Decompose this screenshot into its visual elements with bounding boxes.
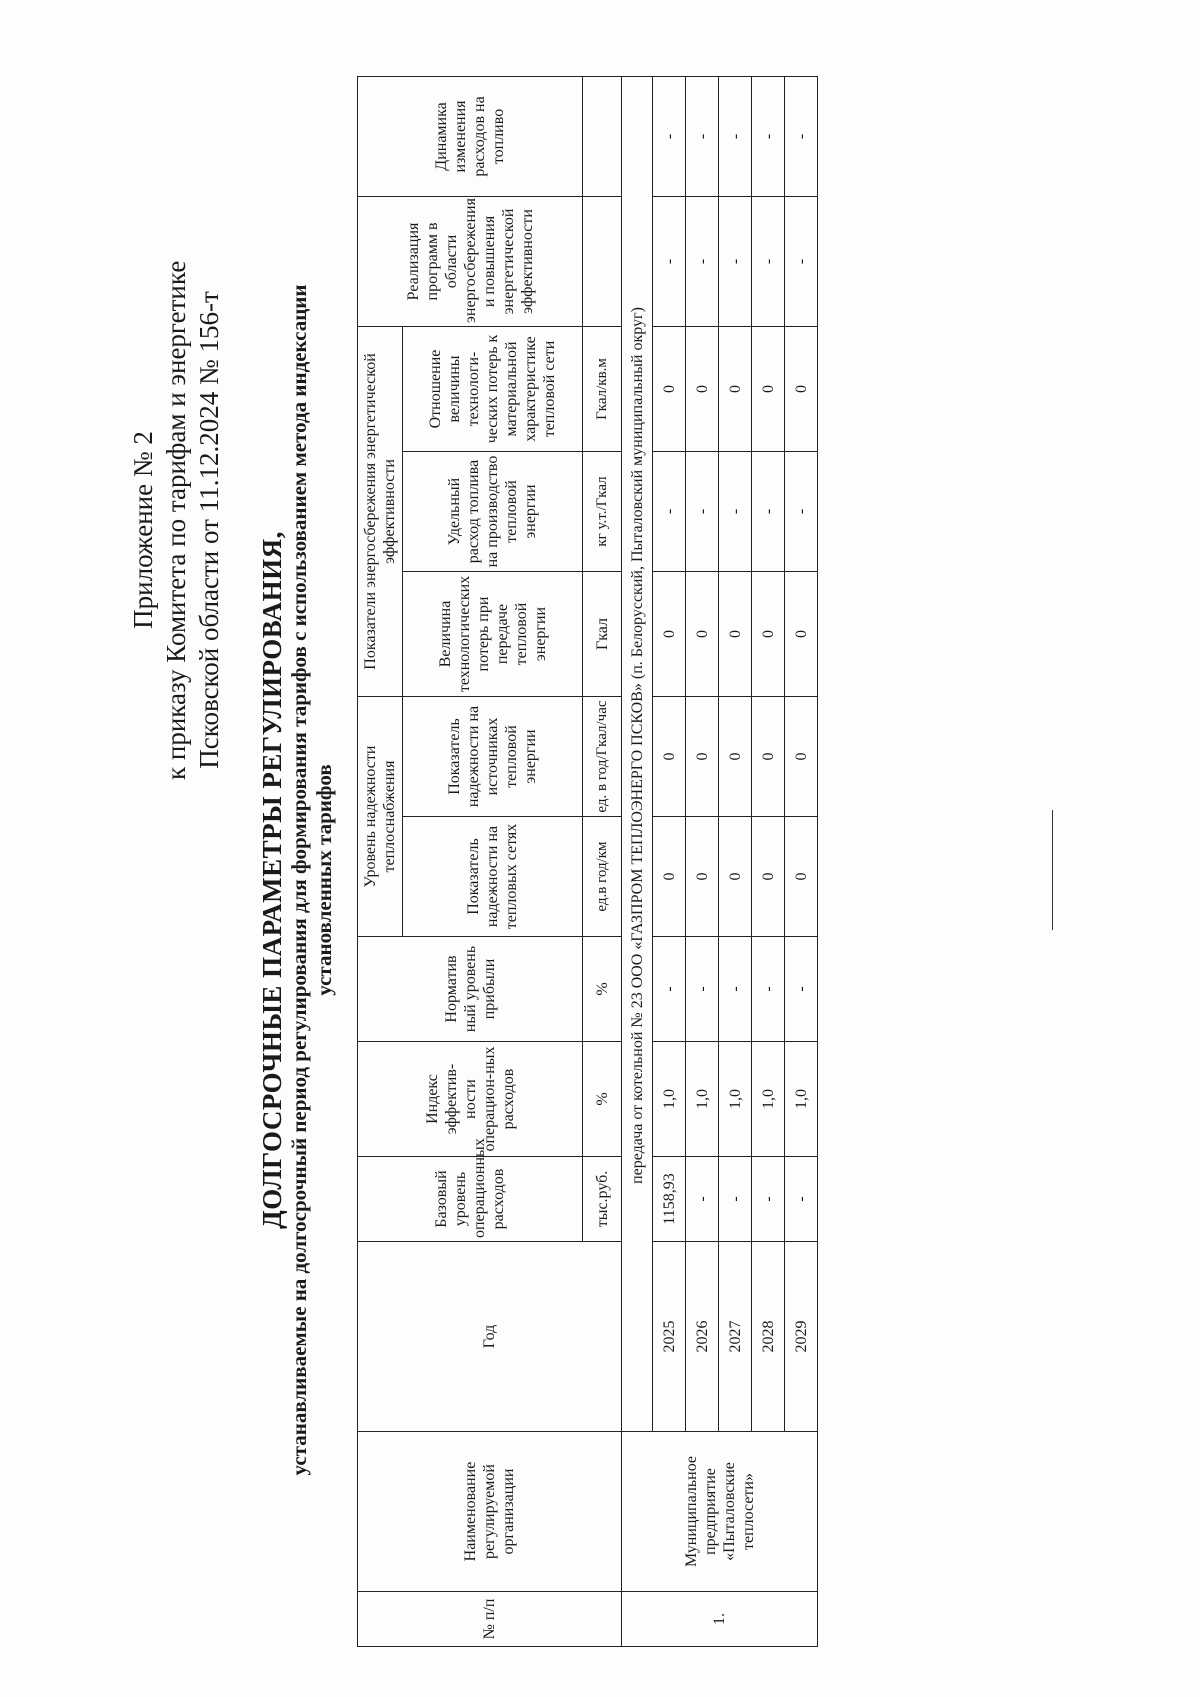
cell-efficiency-index: 1,0 <box>653 1042 686 1157</box>
cell-year: 2029 <box>785 1242 818 1432</box>
cell-fuel-dynamics: - <box>785 76 818 196</box>
unit-reliability-sources: ед. в год/Гкал/час <box>583 697 622 817</box>
cell-efficiency-index: 1,0 <box>686 1042 719 1157</box>
cell-reliability-sources: 0 <box>686 697 719 817</box>
cell-efficiency-index: 1,0 <box>719 1042 752 1157</box>
header-fuel-dynamics: Динамика изменения расходов на топливо <box>358 76 583 196</box>
cell-year: 2025 <box>653 1242 686 1432</box>
cell-profit-level: - <box>686 937 719 1042</box>
unit-efficiency-index: % <box>583 1042 622 1157</box>
cell-fuel-rate: - <box>719 452 752 572</box>
cell-loss-ratio: 0 <box>686 326 719 451</box>
cell-loss-ratio: 0 <box>752 326 785 451</box>
document-subtitle-line2: установленных тарифов <box>312 764 336 996</box>
header-reliability-group: Уровень надежности теплоснабжения <box>358 697 403 937</box>
header-org: Наименование регулируемой организации <box>358 1432 622 1592</box>
cell-programs: - <box>653 196 686 326</box>
document-subtitle-line1: устанавливаемые на долгосрочный период регулирования для формирования тарифов с использованием метода индексации <box>287 284 311 1476</box>
header-tech-losses: Величина технологических потерь при передаче тепловой энергии <box>403 572 583 697</box>
cell-programs: - <box>785 196 818 326</box>
cell-reliability-networks: 0 <box>719 817 752 937</box>
document-title-block <box>257 170 336 1590</box>
header-energy-group: Показатели энергосбережения энергетической эффективности <box>358 326 403 696</box>
parameters-table <box>357 76 818 1647</box>
cell-profit-level: - <box>752 937 785 1042</box>
document-sheet <box>62 70 1142 1690</box>
cell-year: 2028 <box>752 1242 785 1432</box>
header-programs: Реализация программ в области энергосбережения и повышения энергетической эффективности <box>358 196 583 326</box>
cell-tech-losses: 0 <box>653 572 686 697</box>
cell-year: 2027 <box>719 1242 752 1432</box>
cell-reliability-networks: 0 <box>686 817 719 937</box>
cell-base-opex: 1158,93 <box>653 1157 686 1242</box>
table-row <box>719 76 752 1646</box>
cell-reliability-sources: 0 <box>653 697 686 817</box>
cell-reliability-networks: 0 <box>653 817 686 937</box>
header-year: Год <box>358 1242 622 1432</box>
unit-fuel-rate: кг у.т./Гкал <box>583 452 622 572</box>
cell-profit-level: - <box>653 937 686 1042</box>
cell-programs: - <box>686 196 719 326</box>
cell-fuel-rate: - <box>785 452 818 572</box>
table-row <box>785 76 818 1646</box>
table-row <box>686 76 719 1646</box>
unit-base-opex: тыс.руб. <box>583 1157 622 1242</box>
cell-reliability-sources: 0 <box>752 697 785 817</box>
cell-fuel-rate: - <box>686 452 719 572</box>
cell-fuel-dynamics: - <box>686 76 719 196</box>
cell-tech-losses: 0 <box>686 572 719 697</box>
cell-base-opex: - <box>719 1157 752 1242</box>
header-base-opex: Базовый уровень операционных расходов <box>358 1157 583 1242</box>
cell-tech-losses: 0 <box>719 572 752 697</box>
end-divider-line <box>1052 810 1053 930</box>
cell-profit-level: - <box>785 937 818 1042</box>
unit-profit-level: % <box>583 937 622 1042</box>
cell-loss-ratio: 0 <box>785 326 818 451</box>
document-title: ДОЛГОСРОЧНЫЕ ПАРАМЕТРЫ РЕГУЛИРОВАНИЯ, <box>257 531 287 1229</box>
cell-loss-ratio: 0 <box>653 326 686 451</box>
header-reliability-sources: Показатель надежности на источниках тепловой энергии <box>403 697 583 817</box>
cell-reliability-sources: 0 <box>719 697 752 817</box>
table-row <box>653 76 686 1646</box>
unit-programs <box>583 196 622 326</box>
table-row <box>752 76 785 1646</box>
header-profit-level: Норматив ный уровень прибыли <box>358 937 583 1042</box>
section-row <box>622 76 653 1646</box>
cell-efficiency-index: 1,0 <box>752 1042 785 1157</box>
org-number: 1. <box>622 1592 818 1647</box>
appendix-number: Приложение № 2 <box>128 431 158 629</box>
unit-loss-ratio: Гкал/кв.м <box>583 326 622 451</box>
cell-base-opex: - <box>752 1157 785 1242</box>
appendix-header <box>127 260 226 780</box>
appendix-order-date: Псковской области от 11.12.2024 № 156-т <box>194 291 224 769</box>
header-num: № п/п <box>358 1592 622 1647</box>
cell-loss-ratio: 0 <box>719 326 752 451</box>
cell-reliability-networks: 0 <box>785 817 818 937</box>
cell-fuel-dynamics: - <box>752 76 785 196</box>
cell-reliability-networks: 0 <box>752 817 785 937</box>
header-loss-ratio: Отношение величины технологи-ческих потерь к материальной характеристике тепловой сети <box>403 326 583 451</box>
unit-tech-losses: Гкал <box>583 572 622 697</box>
header-reliability-networks: Показатель надежности на тепловых сетях <box>403 817 583 937</box>
cell-base-opex: - <box>686 1157 719 1242</box>
unit-fuel-dynamics <box>583 76 622 196</box>
header-efficiency-index: Индекс эффектив-ности операцион-ных расходов <box>358 1042 583 1157</box>
cell-base-opex: - <box>785 1157 818 1242</box>
cell-efficiency-index: 1,0 <box>785 1042 818 1157</box>
appendix-order-ref: к приказу Комитета по тарифам и энергетике <box>161 260 191 780</box>
cell-programs: - <box>752 196 785 326</box>
cell-programs: - <box>719 196 752 326</box>
cell-fuel-dynamics: - <box>719 76 752 196</box>
unit-reliability-networks: ед.в год/км <box>583 817 622 937</box>
cell-reliability-sources: 0 <box>785 697 818 817</box>
org-name: Муниципальное предприятие «Пыталовские теплосети» <box>622 1432 818 1592</box>
header-fuel-rate: Удельный расход топлива на производство тепловой энергии <box>403 452 583 572</box>
cell-profit-level: - <box>719 937 752 1042</box>
cell-fuel-dynamics: - <box>653 76 686 196</box>
cell-tech-losses: 0 <box>785 572 818 697</box>
cell-fuel-rate: - <box>653 452 686 572</box>
section-label: передача от котельной № 23 ООО «ГАЗПРОМ ТЕПЛОЭНЕРГО ПСКОВ» (п. Белорусский, Пыталовский муниципальный округ) <box>622 76 653 1431</box>
header-row-1 <box>358 76 403 1646</box>
cell-tech-losses: 0 <box>752 572 785 697</box>
cell-fuel-rate: - <box>752 452 785 572</box>
cell-year: 2026 <box>686 1242 719 1432</box>
